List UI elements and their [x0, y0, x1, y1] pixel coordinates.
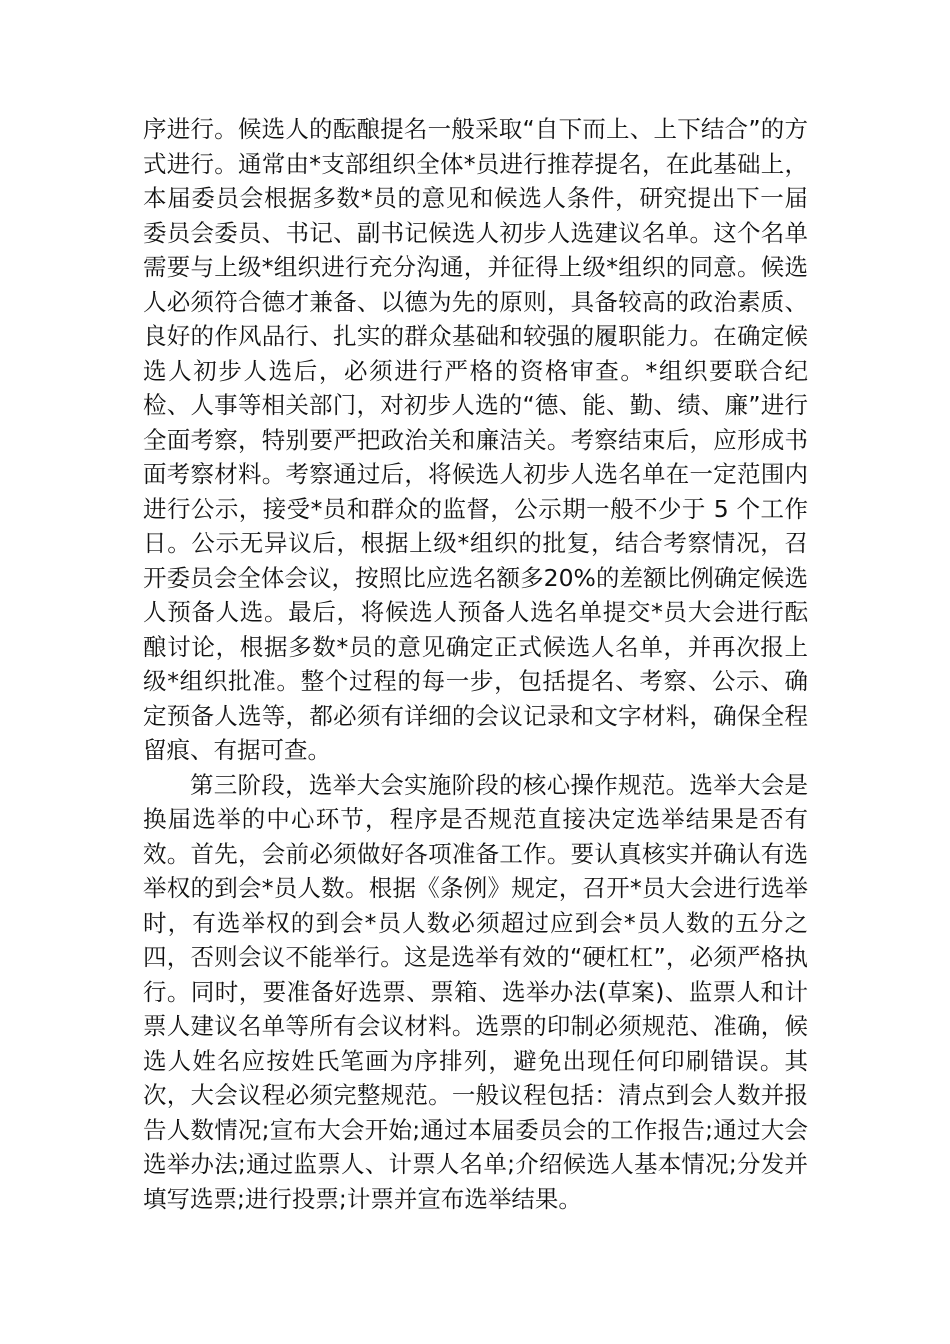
paragraph-2: 第三阶段，选举大会实施阶段的核心操作规范。选举大会是换届选举的中心环节，程序是否规范直接决定选举结果是否有效。首先，会前必须做好各项准备工作。要认真核实并确认有选举权的到会*员人数。根据《条例》规定，召开*员大会进行选举时，有选举权的到会*员人数必须超过应到会*员人数的五分之四，否则会议不能举行。这是选举有效的“硬杠杠”，必须严格执行。同时，要准备好选票、票箱、选举办法(草案)、监票人和计票人建议名单等所有会议材料。选票的印制必须规范、准确，候选人姓名应按姓氏笔画为序排列，避免出现任何印刷错误。其次，大会议程必须完整规范。一般议程包括：清点到会人数并报告人数情况;宣布大会开始;通过本届委员会的工作报告;通过大会选举办法;通过监票人、计票人名单;介绍候选人基本情况;分发并填写选票;进行投票;计票并宣布选举结果。 — [143, 770, 808, 1213]
paragraph-1: 序进行。候选人的酝酿提名一般采取“自下而上、上下结合”的方式进行。通常由*支部组织全体*员进行推荐提名，在此基础上，本届委员会根据多数*员的意见和候选人条件，研究提出下一届委员会委员、书记、副书记候选人初步人选建议名单。这个名单需要与上级*组织进行充分沟通，并征得上级*组织的同意。候选人必须符合德才兼备、以德为先的原则，具备较高的政治素质、良好的作风品行、扎实的群众基础和较强的履职能力。在确定候选人初步人选后，必须进行严格的资格审查。*组织要联合纪检、人事等相关部门，对初步人选的“德、能、勤、绩、廉”进行全面考察，特别要严把政治关和廉洁关。考察结束后，应形成书面考察材料。考察通过后，将候选人初步人选名单在一定范围内进行公示，接受*员和群众的监督，公示期一般不少于 5 个工作日。公示无异议后，根据上级*组织的批复，结合考察情况，召开委员会全体会议，按照比应选名额多20%的差额比例确定候选人预备人选。最后，将候选人预备人选名单提交*员大会进行酝酿讨论，根据多数*员的意见确定正式候选人名单，并再次报上级*组织批准。整个过程的每一步，包括提名、考察、公示、确定预备人选等，都必须有详细的会议记录和文字材料，确保全程留痕、有据可查。 — [143, 115, 808, 764]
document-body — [143, 112, 808, 1216]
